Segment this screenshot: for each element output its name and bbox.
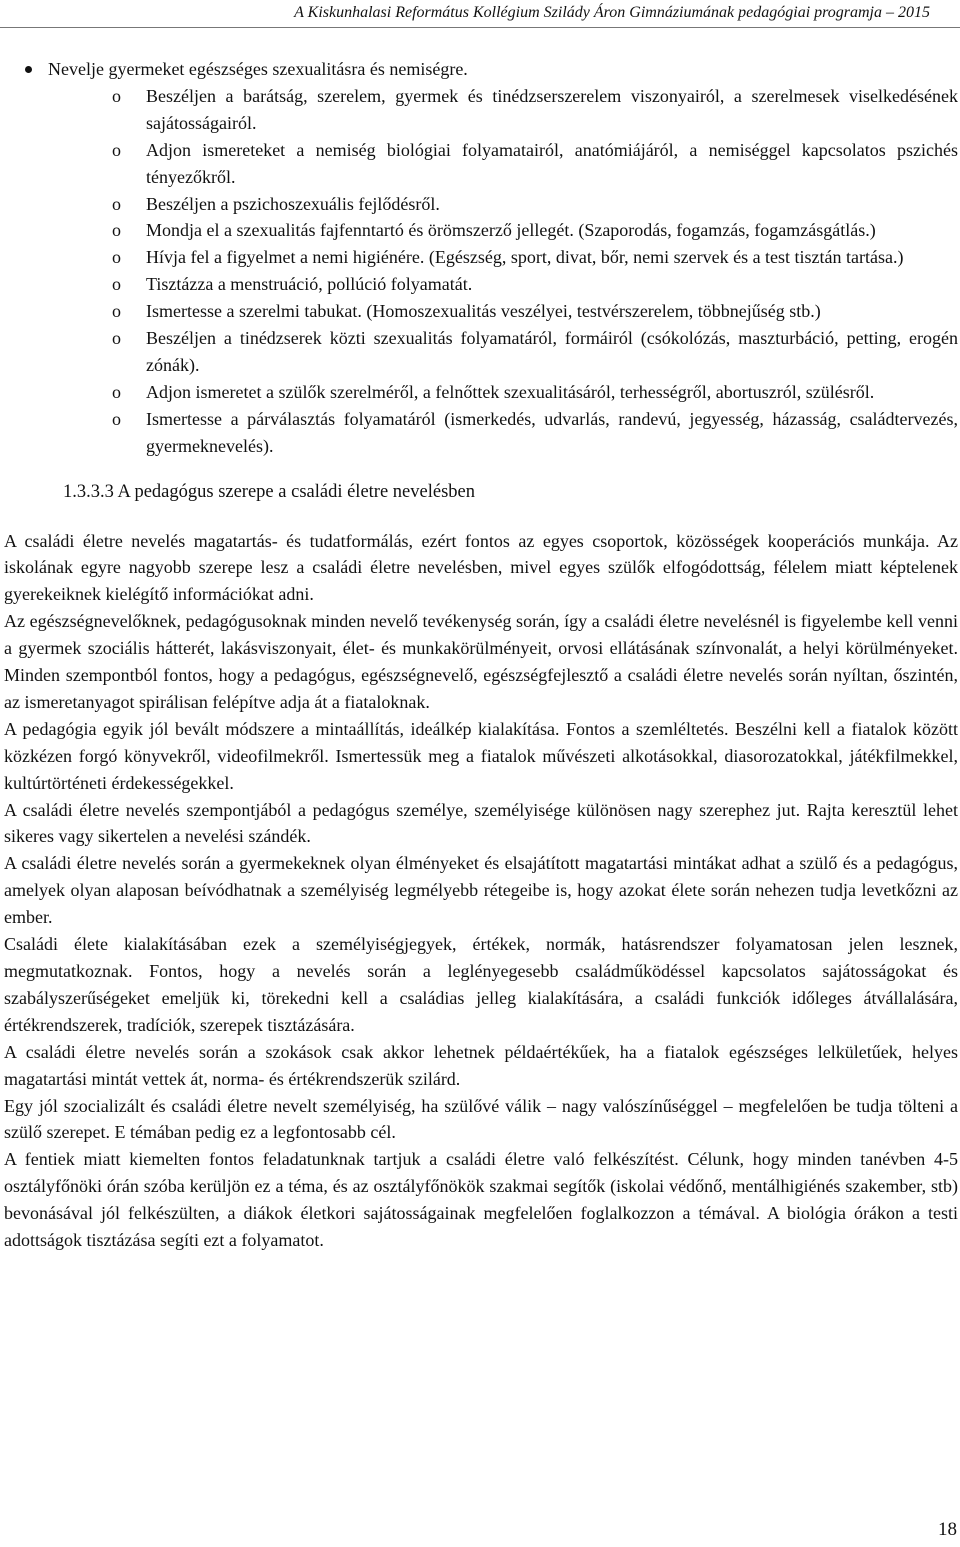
- circle-bullet-icon: o: [112, 408, 121, 429]
- sub-item-text: Beszéljen a pszichoszexuális fejlődésről.: [146, 193, 440, 214]
- sub-list-item: [0, 217, 958, 244]
- bullet-item: [0, 56, 958, 83]
- page-header: [30, 2, 930, 24]
- paragraph: A családi életre nevelés során a gyermekeknek olyan élményeket és elsajátított magatartási mintákat adhat a szülő és a pedagógus, amelyek olyan alaposan beívódhatnak a személyiség legmélyebb rétegeibe is, hogy azokat élete során nehezen tudja levetkőzni az ember.: [4, 853, 958, 928]
- circle-bullet-icon: o: [112, 220, 121, 241]
- sub-item-text: Beszéljen a tinédzserek közti szexualitás folyamatáról, formáiról (csókolózás, maszturbáció, petting, erogén zónák).: [146, 328, 958, 375]
- section-heading: 1.3.3.3 A pedagógus szerepe a családi életre nevelésben: [63, 481, 475, 502]
- sub-list-item: [0, 379, 958, 406]
- sub-item-text: Adjon ismereteket a nemiség biológiai folyamatairól, anatómiájáról, a nemiséggel kapcsolatos pszichés tényezőkről.: [146, 139, 958, 187]
- sub-list-item: [0, 83, 958, 137]
- circle-bullet-icon: o: [112, 139, 121, 160]
- sub-list-item: [0, 325, 958, 379]
- circle-bullet-icon: o: [112, 301, 121, 322]
- paragraph: Családi élete kialakításában ezek a személyiségjegyek, értékek, normák, hatásrendszer folyamatosan jelen lesznek, megmutatkoznak. Fontos, hogy a nevelés során a leglényegesebb családműködéssel kapcsolatos sajátosságokat és szabályszerűségeket emeljük ki, törekedni kell a családias jelleg kialakítására, a családi funkciók időleges átvállalására, értékrendszerek, tradíciók, szerepek tisztázására.: [4, 934, 958, 1035]
- header-title: A Kiskunhalasi Református Kollégium Szilády Áron Gimnáziumának pedagógiai programja – 2015: [294, 4, 930, 21]
- sub-item-text: Beszéljen a barátság, szerelem, gyermek és tinédzserszerelem viszonyairól, a szerelmesek viselkedésének sajátosságairól.: [146, 85, 958, 133]
- paragraph: A családi életre nevelés magatartás- és tudatformálás, ezért fontos az egyes csoportok, közösségek kooperációs munkája. Az iskolának egyre nagyobb szerepe lesz a családi életre nevelésben, mivel egyes szülők elfogódottság, félelem miatt képtelenek gyerekeiknek kielégítő információkat adni.: [4, 530, 958, 605]
- sub-item-text: Tisztázza a menstruáció, pollúció folyamatát.: [146, 274, 473, 295]
- circle-bullet-icon: o: [112, 193, 121, 214]
- bullet-text: Nevelje gyermeket egészséges szexualitásra és nemiségre.: [48, 59, 468, 79]
- sub-item-text: Ismertesse a szerelmi tabukat. (Homoszexualitás veszélyei, testvérszerelem, többnejűség stb.): [146, 301, 821, 322]
- header-divider: [0, 27, 960, 28]
- paragraph: A családi életre nevelés során a szokások csak akkor lehetnek példaértékűek, ha a fiatalok egészséges lelkületűek, helyes magatartási mintát vettek át, norma- és értékrendszerük szilárd.: [4, 1041, 958, 1089]
- paragraph: A fentiek miatt kiemelten fontos feladatunknak tartjuk a családi életre való felkészítést. Célunk, hogy minden tanévben 4-5 osztályfőnöki órán szóba kerüljön ez a téma, és az osztályfőnökök szakmai segítők (iskolai védőnő, mentálhigiénés szakember, stb) bevonásával jól felkészülten, a diákok életkori sajátosságainak megfelelően foglalkozzon a témával. A biológia órákon a testi adottságok tisztázása segíti ezt a folyamatot.: [4, 1149, 958, 1251]
- circle-bullet-icon: o: [112, 328, 121, 349]
- circle-bullet-icon: o: [112, 381, 121, 402]
- sub-list-item: [0, 137, 958, 191]
- paragraph: Egy jól szocializált és családi életre nevelt személyiség, ha szülővé válik – nagy valószínűséggel – megfelelően be tudja tölteni a szülő szerepet. E témában pedig ez a legfontosabb cél.: [4, 1095, 958, 1143]
- sub-list: [0, 83, 958, 460]
- sub-list-item: [0, 191, 958, 218]
- sub-list-item: [0, 298, 958, 325]
- sub-list-item: [0, 406, 958, 460]
- sub-item-text: Mondja el a szexualitás fajfenntartó és örömszerző jellegét. (Szaporodás, fogamzás, fogamzásgátlás.): [146, 220, 876, 241]
- paragraph: A pedagógia egyik jól bevált módszere a mintaállítás, ideálkép kialakítása. Fontos a szemléltetés. Beszélni kell a fiatalok között közkézen forgó könyvekről, videofilmekről. Ismertessük meg a fiatalok művészeti alkotásokkal, diasorozatokkal, játékfilmekkel, kultúrtörténeti érdekességekkel.: [4, 718, 958, 793]
- sub-list-item: [0, 271, 958, 298]
- paragraph: A családi életre nevelés szempontjából a pedagógus személye, személyisége különösen nagy szerephez jut. Rajta keresztül lehet sikeres vagy sikertelen a nevelési szándék.: [4, 799, 958, 847]
- circle-bullet-icon: o: [112, 85, 121, 106]
- document-body: [0, 56, 958, 1254]
- circle-bullet-icon: o: [112, 247, 121, 268]
- circle-bullet-icon: o: [112, 274, 121, 295]
- sub-item-text: Hívja fel a figyelmet a nemi higiénére. (Egészség, sport, divat, bőr, nemi szervek és a test tisztán tartása.): [146, 247, 904, 268]
- paragraph: Az egészségnevelőknek, pedagógusoknak minden nevelő tevékenység során, így a családi életre nevelésnél is figyelembe kell venni a gyermek szociális hátterét, lakásviszonyait, élet- és munkakörülményeit, orvosi ellátásának színvonalát, a helyi körülményeket. Minden szempontból fontos, hogy a pedagógus, egészségnevelő, egészségfejlesztő a családi életre nevelés során nyíltan, őszintén, az ismeretanyagot spirálisan felépítve adja át a fiataloknak.: [4, 611, 958, 712]
- bullet-dot-icon: [25, 66, 32, 73]
- sub-item-text: Adjon ismeretet a szülők szerelméről, a felnőttek szexualitásáról, terhességről, abortuszról, szülésről.: [146, 381, 875, 402]
- sub-list-item: [0, 244, 958, 271]
- page-number: 18: [938, 1519, 957, 1540]
- sub-item-text: Ismertesse a párválasztás folyamatáról (ismerkedés, udvarlás, randevú, jegyesség, házasság, családtervezés, gyermeknevelés).: [146, 408, 958, 456]
